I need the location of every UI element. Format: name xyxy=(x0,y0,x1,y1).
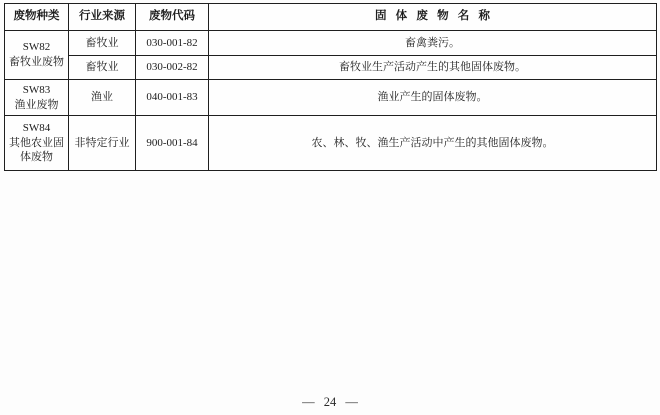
col-header-waste-code: 废物代码 xyxy=(136,4,209,31)
cell-category-sw84 xyxy=(5,116,69,171)
cell-waste-name: 农、林、牧、渔生产活动中产生的其他固体废物。 xyxy=(209,116,657,171)
table-row-sw82-2 xyxy=(5,56,657,80)
cell-code: 030-002-82 xyxy=(136,56,209,80)
cell-industry: 渔业 xyxy=(69,80,136,116)
waste-classification-table xyxy=(4,3,657,171)
category-name: 畜牧业废物 xyxy=(9,56,64,68)
table-header-row xyxy=(5,4,657,31)
category-name: 其他农业固体废物 xyxy=(9,136,64,164)
category-name: 渔业废物 xyxy=(14,98,59,111)
col-header-waste-name: 固体废物名称 xyxy=(209,4,657,31)
cell-industry: 畜牧业 xyxy=(69,31,136,56)
cell-code: 030-001-82 xyxy=(136,31,209,56)
category-code: SW84 xyxy=(22,121,51,134)
cell-code: 040-001-83 xyxy=(136,80,209,116)
cell-waste-name: 畜禽粪污。 xyxy=(209,31,657,56)
cell-waste-name: 畜牧业生产活动产生的其他固体废物。 xyxy=(209,56,657,80)
cell-code: 900-001-84 xyxy=(136,116,209,171)
col-header-industry-source: 行业来源 xyxy=(69,4,136,31)
cell-industry: 非特定行业 xyxy=(69,116,136,171)
table-row-sw84 xyxy=(5,116,657,171)
page-number: — 24 — xyxy=(302,395,358,409)
col-header-waste-category: 废物种类 xyxy=(5,4,69,31)
category-code: SW82 xyxy=(22,41,51,54)
category-code: SW83 xyxy=(22,83,51,96)
cell-industry: 畜牧业 xyxy=(69,56,136,80)
table-row-sw82-1 xyxy=(5,31,657,56)
cell-category-sw83 xyxy=(5,80,69,116)
cell-category-sw82 xyxy=(5,31,69,80)
cell-waste-name: 渔业产生的固体废物。 xyxy=(209,80,657,116)
table-row-sw83 xyxy=(5,80,657,116)
